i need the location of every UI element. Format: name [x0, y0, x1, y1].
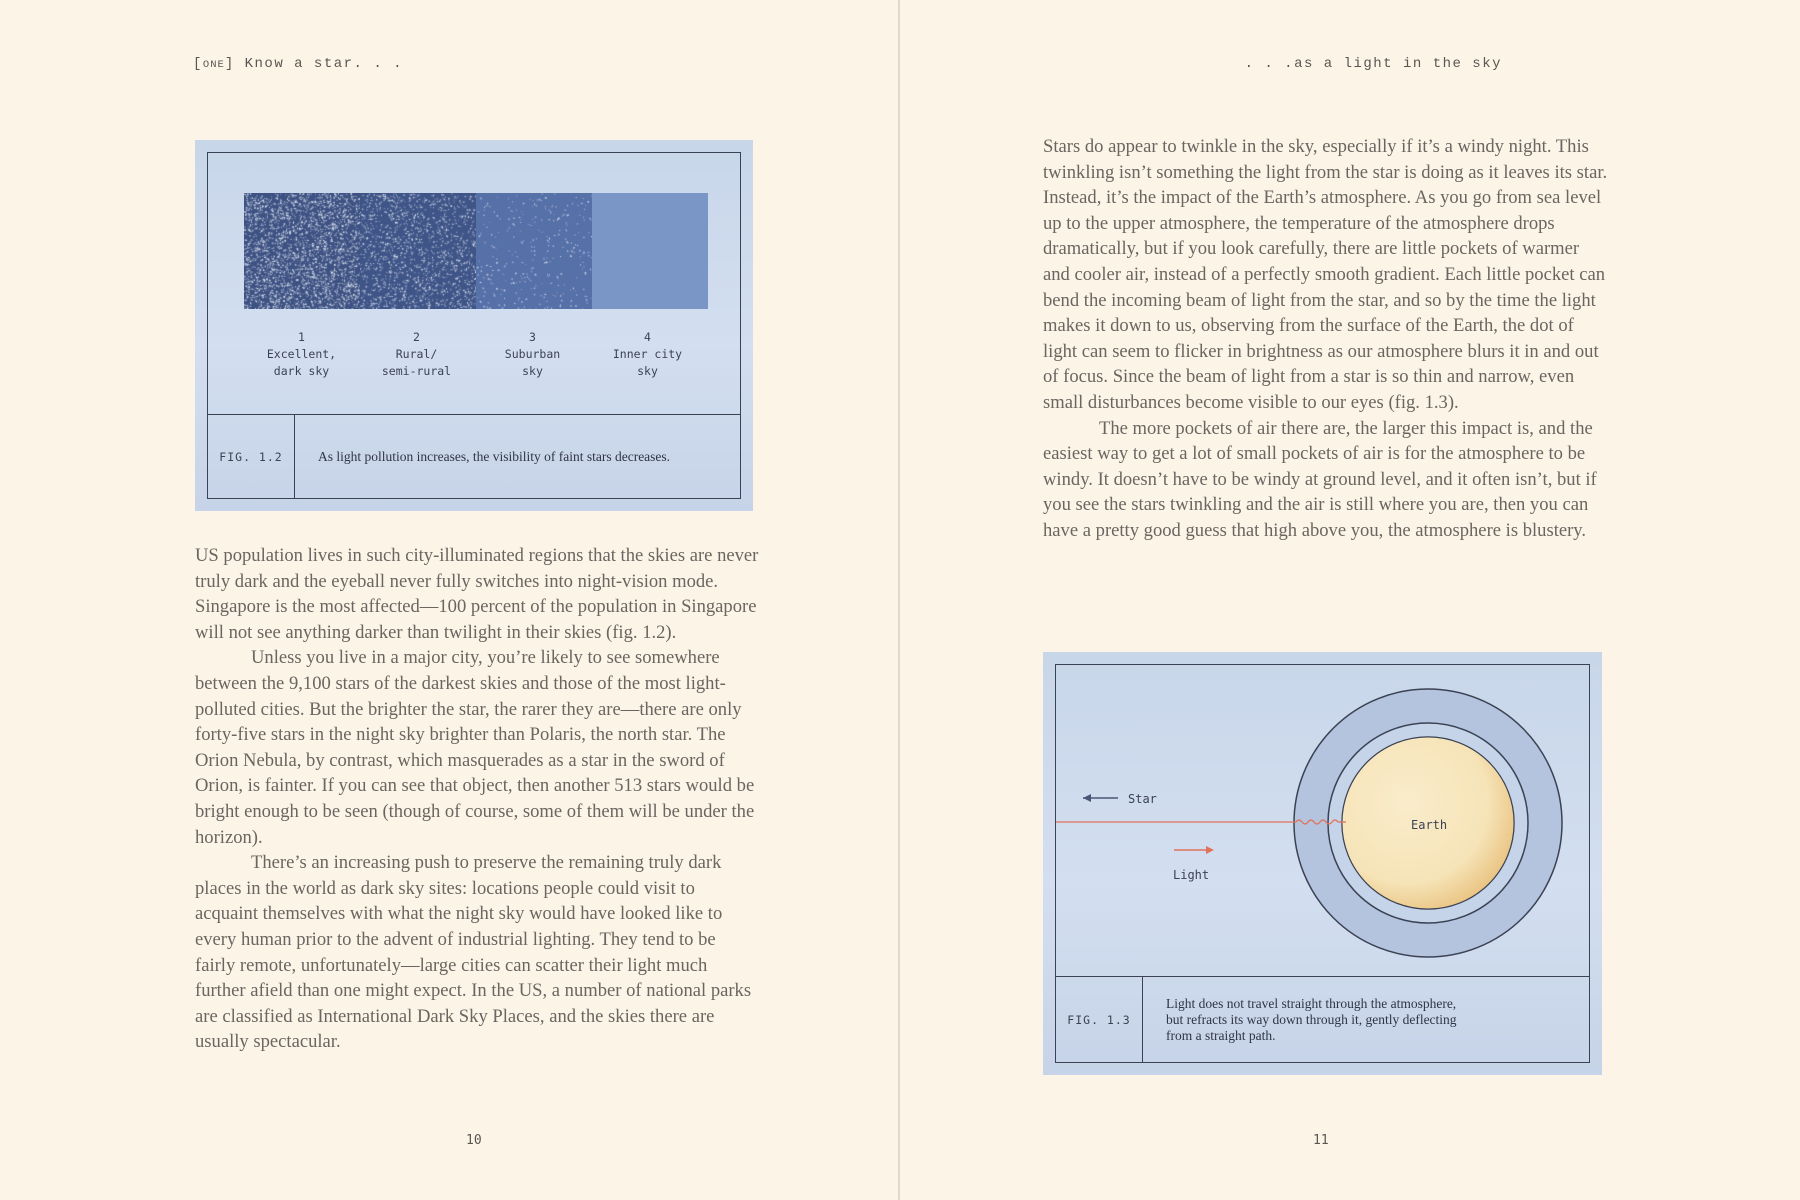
chapter-number: ONE [202, 59, 225, 71]
figure-caption: As light pollution increases, the visibility of faint stars decreases. [318, 448, 671, 464]
figure-caption: Light does not travel straight through the atmosphere, but refracts its way down through it, gently deflecting from a straight path. [1166, 995, 1457, 1043]
figure-frame [207, 152, 741, 499]
swatch-excellent-dark-sky [244, 193, 360, 309]
running-head-right: . . .as a light in the sky [1244, 56, 1502, 72]
right-body-text [1043, 134, 1608, 544]
chapter-title: Know a star. . . [244, 56, 404, 72]
light-label: Light [1173, 868, 1210, 882]
figure-frame [1055, 664, 1590, 1063]
figure-1-3 [1043, 652, 1602, 1075]
swatch-label-4: 4 Inner city sky [612, 330, 683, 378]
paragraph: Unless you live in a major city, you’re likely to see somewhere between the 9,100 stars of the darkest skies and those of the most light-polluted cities. But the brighter the star, the rarer they are—there are only forty-five stars in the night sky brighter than Polaris, the north star. The Orion Nebula, by contrast, which masquerades as a star in the sword of Orion, is fainter. If you can see that object, then another 513 stars would be bright enough to be seen (though of course, some of them will be under the horizon). [195, 647, 755, 848]
page-number-right: 11 [1313, 1133, 1329, 1148]
paragraph: There’s an increasing push to preserve the remaining truly dark places in the world as dark sky sites: locations people could visit to acquaint themselves with what the night sky would have looked like to every human prior to the advent of industrial lighting. They tend to be fairly remote, unfortunately—large cities can scatter their light much further afield than one might expect. In the US, a number of national parks are classified as International Dark Sky Places, and the skies there are usually spectacular. [195, 852, 752, 1053]
left-body-text [195, 543, 760, 1055]
light-direction-arrow [1174, 846, 1214, 854]
right-page [900, 0, 1800, 1200]
star-direction-arrow [1083, 794, 1118, 802]
running-head-left: [ONE] Know a star. . . [193, 56, 404, 72]
swatch-inner-city [592, 193, 708, 309]
figure-label: FIG. 1.2 [208, 415, 295, 498]
swatch-label-3: 3 Suburban sky [504, 330, 561, 378]
figure-caption-row [208, 414, 740, 498]
swatch-rural [360, 193, 476, 309]
paragraph: The more pockets of air there are, the larger this impact is, and the easiest way to get a lot of small pockets of air is for the atmosphere to be windy. It doesn’t have to be windy at ground level, and it often isn’t, but if you see the stars twinkling and the air is still where you are, then you can have a pretty good guess that high above you, the atmosphere is blustery. [1043, 417, 1597, 541]
paragraph: US population lives in such city-illuminated regions that the skies are never truly dark and the eyeball never fully switches into night-vision mode. Singapore is the most affected—100 percent of the population in Singapore will not see anything darker than twilight in their skies (fig. 1.2). [195, 545, 759, 643]
page-number-left: 10 [466, 1133, 482, 1148]
star-label: Star [1128, 792, 1157, 806]
figure-1-2 [195, 140, 753, 511]
figure-label: FIG. 1.3 [1056, 977, 1143, 1062]
swatch-label-1: 1 Excellent, dark sky [266, 330, 337, 378]
swatch-label-2: 2 Rural/ semi-rural [381, 330, 452, 378]
earth-label: Earth [1411, 818, 1448, 832]
swatch-suburban [476, 193, 592, 309]
paragraph: Stars do appear to twinkle in the sky, especially if it’s a windy night. This twinkling isn’t something the light from the star is doing as it leaves its star. Instead, it’s the impact of the Earth’s atmosphere. As you go from sea level up to the upper atmosphere, the temperature of the atmosphere drops dramatically, but if you look carefully, there are little pockets of warmer and cooler air, instead of a perfectly smooth gradient. Each little pocket can bend the incoming beam of light from the star, and so by the time the light makes it down to us, observing from the surface of the Earth, the dot of light can seem to flicker in brightness as our atmosphere blurs it in and out of focus. Since the beam of light from a star is so thin and narrow, even small disturbances become visible to our eyes (fig. 1.3). [1043, 136, 1608, 413]
sky-quality-swatches [244, 193, 706, 309]
figure-caption-row [1056, 976, 1589, 1062]
